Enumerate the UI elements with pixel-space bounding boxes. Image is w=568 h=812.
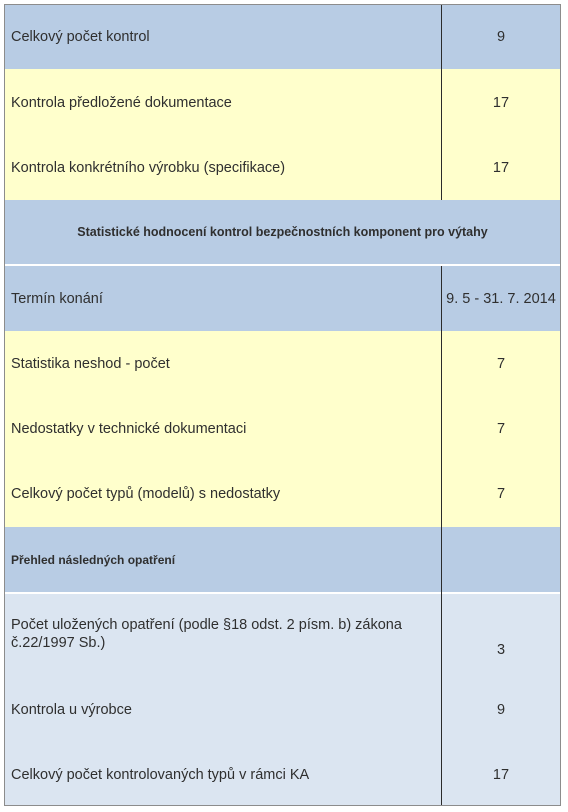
section-heading-text: Přehled následných opatření — [11, 552, 176, 567]
table-row-product-check — [5, 136, 560, 200]
row-value: 7 — [496, 420, 506, 437]
row-value: 17 — [492, 766, 510, 783]
row-value: 9 — [496, 702, 506, 718]
section-heading-text: Statistické hodnocení kontrol bezpečnostních komponent pro výtahy — [77, 225, 488, 239]
table-row-total-controls — [5, 5, 560, 69]
row-value: 9 — [496, 29, 506, 45]
row-value: 17 — [492, 94, 510, 111]
column-divider — [441, 5, 442, 200]
table-row-nonconformity-count — [5, 331, 560, 396]
statistics-table — [4, 4, 561, 806]
section-heading-statistics — [5, 200, 560, 264]
row-value: 7 — [496, 486, 506, 502]
table-row-imposed-measures — [5, 592, 560, 678]
table-row-manufacturer-check — [5, 678, 560, 742]
row-label: Celkový počet typů (modelů) s nedostatky — [11, 486, 281, 502]
row-label: Statistika neshod - počet — [11, 355, 170, 372]
row-value: 9. 5 - 31. 7. 2014 — [446, 290, 556, 307]
row-label: Kontrola u výrobce — [11, 702, 132, 718]
row-label: Kontrola předložené dokumentace — [11, 94, 232, 111]
row-label: Termín konání — [11, 290, 103, 307]
section-heading-measures — [5, 527, 560, 592]
table-row-total-types-checked — [5, 742, 560, 806]
column-divider — [441, 266, 442, 806]
row-value: 17 — [492, 160, 510, 176]
row-label: Kontrola konkrétního výrobku (specifikace) — [11, 160, 286, 176]
row-label: Počet uložených opatření (podle §18 odst. 2 písm. b) zákona č.22/1997 Sb.) — [11, 617, 402, 651]
table-row-documentation-check — [5, 69, 560, 136]
row-value: 7 — [496, 355, 506, 372]
table-row-documentation-deficiencies — [5, 396, 560, 461]
row-label: Nedostatky v technické dokumentaci — [11, 420, 247, 437]
row-label: Celkový počet kontrolovaných typů v rámci KA — [11, 766, 310, 783]
row-value: 3 — [496, 642, 506, 658]
table-row-types-with-deficiencies — [5, 461, 560, 527]
table-row-period — [5, 264, 560, 331]
row-label: Celkový počet kontrol — [11, 29, 150, 45]
